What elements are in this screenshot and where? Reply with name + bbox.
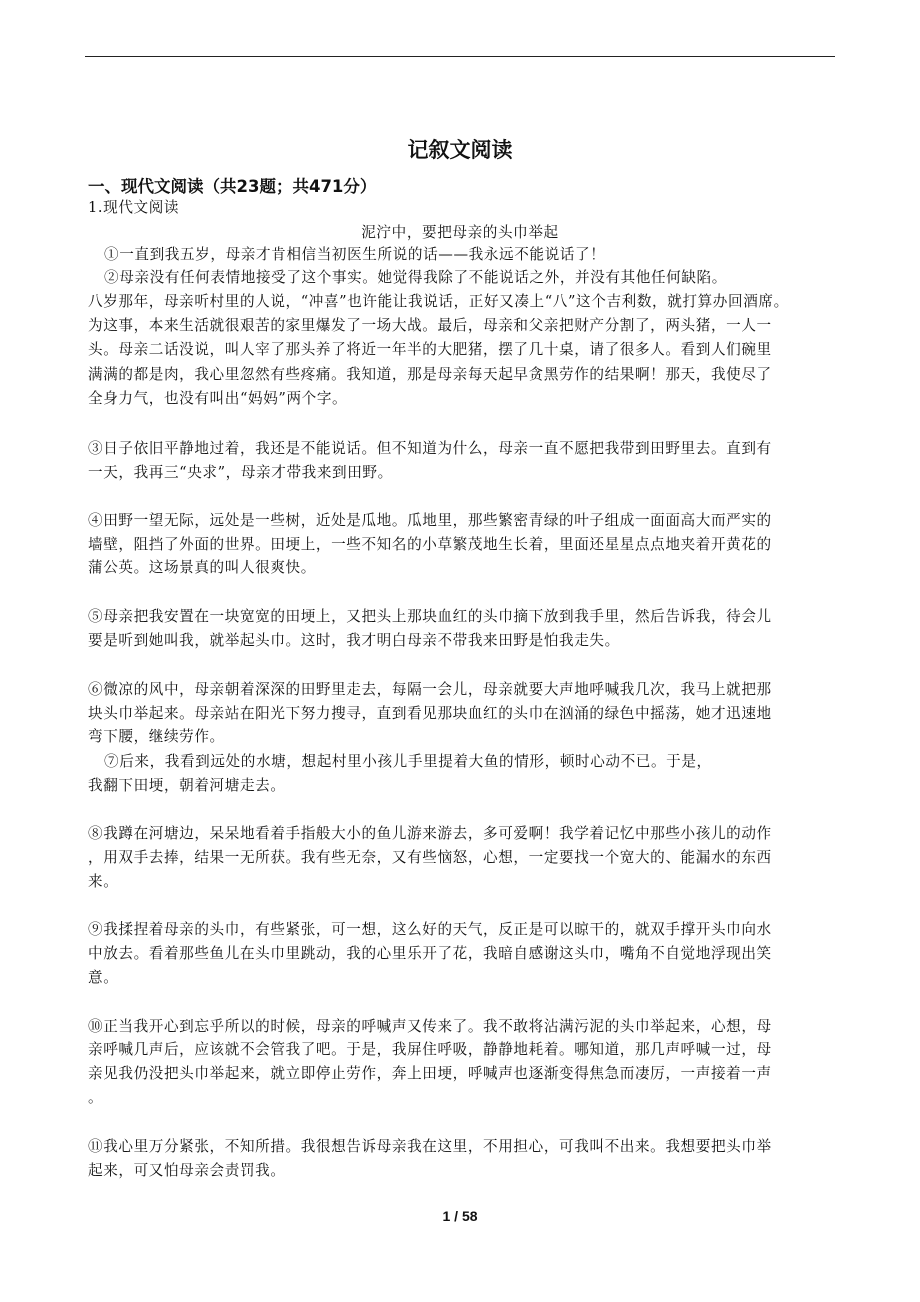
paragraph-line: 要是听到她叫我，就举起头巾。这时，我才明白母亲不带我来田野是怕我走失。	[88, 632, 620, 649]
paragraph-line: 意。	[88, 969, 119, 986]
paragraph-line: ⑨我揉捏着母亲的头巾，有些紧张，可一想，这么好的天气，反正是可以晾干的，就双手撑开头巾向水	[88, 921, 772, 938]
paragraph-line: ⑤母亲把我安置在一块宽宽的田埂上，又把头上那块血红的头巾摘下放到我手里，然后告诉我，待会儿	[88, 608, 772, 625]
paragraph-line: 满满的都是肉，我心里忽然有些疼痛。我知道，那是母亲每天起早贪黑劳作的结果啊！那天，我使尽了	[88, 366, 772, 383]
paragraph-line: ⑪我心里万分紧张，不知所措。我很想告诉母亲我在这里，不用担心，可我叫不出来。我想要把头巾举	[88, 1138, 772, 1155]
paragraph-line: 一天，我再三“央求”，母亲才带我来到田野。	[88, 464, 393, 481]
paragraph-line: 为这事，本来生活就很艰苦的家里爆发了一场大战。最后，母亲和父亲把财产分割了，两头猪，一人一	[88, 317, 772, 334]
paragraph-line: 头。母亲二话没说，叫人宰了那头养了将近一年半的大肥猪，摆了几十桌，请了很多人。看到人们碗里	[88, 341, 772, 358]
paragraph-line: 。	[88, 1089, 104, 1106]
paragraph-line: 块头巾举起来。母亲站在阳光下努力搜寻，直到看见那块血红的头巾在汹涌的绿色中摇荡，她才迅速地	[88, 705, 772, 722]
document-title: 记叙文阅读	[407, 138, 513, 162]
paragraph-line: ④田野一望无际，远处是一些树，近处是瓜地。瓜地里，那些繁密青绿的叶子组成一面面高大而严实的	[88, 512, 772, 529]
paragraph-line: 全身力气，也没有叫出“妈妈”两个字。	[88, 390, 348, 407]
paragraph-line: ⑧我蹲在河塘边，呆呆地看着手指般大小的鱼儿游来游去，多可爱啊！我学着记忆中那些小孩儿的动作	[88, 825, 772, 842]
paragraph-line: 弯下腰，继续劳作。	[88, 728, 225, 745]
paragraph-line: ①一直到我五岁，母亲才肯相信当初医生所说的话——我永远不能说话了！	[104, 246, 606, 263]
paragraph-line: 起来，可又怕母亲会责罚我。	[88, 1162, 286, 1179]
header-rule	[85, 56, 835, 57]
paragraph-line: 亲见我仍没把头巾举起来，就立即停止劳作，奔上田埂，呼喊声也逐渐变得焦急而凄厉，一声接着一声	[88, 1065, 772, 1082]
paragraph-line: 中放去。看着那些鱼儿在头巾里跳动，我的心里乐开了花，我暗自感谢这头巾，嘴角不自觉地浮现出笑	[88, 945, 772, 962]
paragraph-line: 蒲公英。这场景真的叫人很爽快。	[88, 559, 316, 576]
passage-title: 泥泞中，要把母亲的头巾举起	[361, 224, 559, 241]
question-label: 1.现代文阅读	[88, 199, 180, 216]
paragraph-line: ⑥微凉的风中，母亲朝着深深的田野里走去，每隔一会儿，母亲就要大声地呼喊我几次，我马上就把那	[88, 681, 772, 698]
paragraph-line: ②母亲没有任何表情地接受了这个事实。她觉得我除了不能说话之外，并没有其他任何缺陷。	[104, 269, 727, 286]
paragraph-line: 八岁那年，母亲听村里的人说，“冲喜”也许能让我说话，正好又凑上“八”这个吉利数，就打算办回酒席。	[88, 293, 789, 310]
page-number: 1 / 58	[442, 1208, 478, 1224]
paragraph-line: 亲呼喊几声后，应该就不会管我了吧。于是，我屏住呼吸，静静地耗着。哪知道，那几声呼喊一过，母	[88, 1041, 772, 1058]
paragraph-line: 我翻下田埂，朝着河塘走去。	[88, 777, 286, 794]
paragraph-line: 来。	[88, 873, 119, 890]
paragraph-line: ③日子依旧平静地过着，我还是不能说话。但不知道为什么，母亲一直不愿把我带到田野里去。直到有	[88, 440, 772, 457]
paragraph-line: 墙壁，阻挡了外面的世界。田埂上，一些不知名的小草繁茂地生长着，里面还星星点点地夹着开黄花的	[88, 536, 772, 553]
section-heading: 一、现代文阅读（共23题；共471分）	[88, 177, 377, 196]
paragraph-line: ，用双手去捧，结果一无所获。我有些无奈，又有些恼怒，心想，一定要找一个宽大的、能漏水的东西	[88, 849, 772, 866]
paragraph-line: ⑦后来，我看到远处的水塘，想起村里小孩儿手里提着大鱼的情形，顿时心动不已。于是，	[104, 753, 712, 770]
paragraph-line: ⑩正当我开心到忘乎所以的时候，母亲的呼喊声又传来了。我不敢将沾满污泥的头巾举起来，心想，母	[88, 1018, 772, 1035]
